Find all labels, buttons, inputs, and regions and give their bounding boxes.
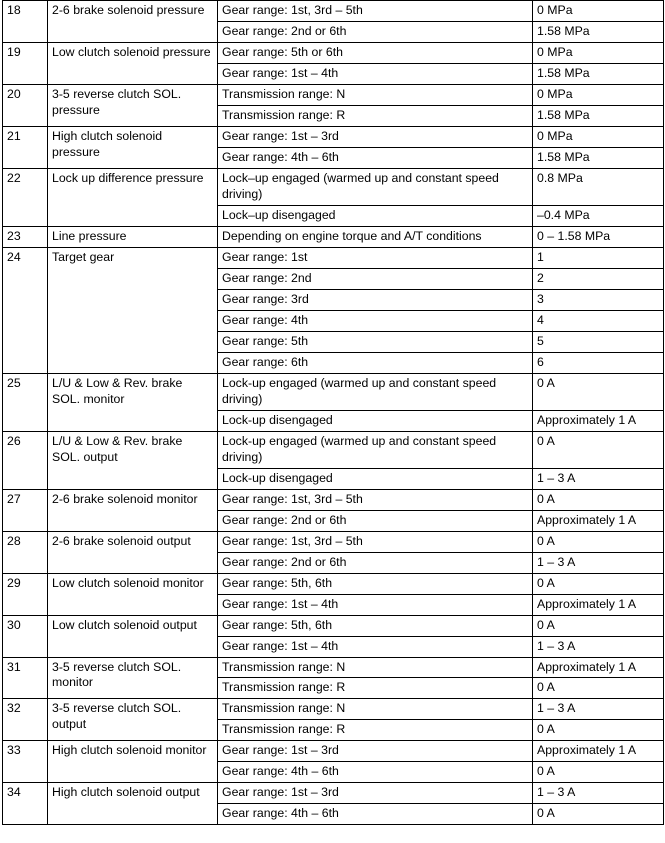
table-row xyxy=(3,699,664,720)
condition-cell: Lock-up engaged (warmed up and constant speed driving) xyxy=(218,373,533,410)
value-cell: 1 – 3 A xyxy=(533,552,664,573)
spec-table-body xyxy=(3,1,664,825)
item-name: Low clutch solenoid monitor xyxy=(48,573,218,615)
value-cell: 1 – 3 A xyxy=(533,783,664,804)
item-number: 18 xyxy=(3,1,48,43)
value-cell: 1.58 MPa xyxy=(533,147,664,168)
table-row xyxy=(3,657,664,678)
item-number: 26 xyxy=(3,431,48,489)
condition-cell: Gear range: 1st – 4th xyxy=(218,594,533,615)
item-number: 20 xyxy=(3,84,48,126)
condition-cell: Lock-up disengaged xyxy=(218,410,533,431)
condition-cell: Transmission range: R xyxy=(218,720,533,741)
value-cell: 0 MPa xyxy=(533,84,664,105)
condition-cell: Gear range: 1st – 3rd xyxy=(218,783,533,804)
item-name: 3-5 reverse clutch SOL. output xyxy=(48,699,218,741)
item-name: High clutch solenoid pressure xyxy=(48,126,218,168)
value-cell: 0 A xyxy=(533,531,664,552)
value-cell: 3 xyxy=(533,289,664,310)
condition-cell: Gear range: 5th or 6th xyxy=(218,42,533,63)
value-cell: 6 xyxy=(533,352,664,373)
item-number: 24 xyxy=(3,247,48,373)
table-row xyxy=(3,573,664,594)
condition-cell: Transmission range: N xyxy=(218,699,533,720)
table-row xyxy=(3,783,664,804)
table-row xyxy=(3,615,664,636)
item-name: High clutch solenoid output xyxy=(48,783,218,825)
value-cell: 0.8 MPa xyxy=(533,168,664,205)
table-row xyxy=(3,126,664,147)
table-row xyxy=(3,168,664,205)
condition-cell: Lock–up engaged (warmed up and constant speed driving) xyxy=(218,168,533,205)
item-number: 28 xyxy=(3,531,48,573)
value-cell: Approximately 1 A xyxy=(533,657,664,678)
value-cell: 0 A xyxy=(533,431,664,468)
value-cell: 1 xyxy=(533,247,664,268)
table-row xyxy=(3,84,664,105)
table-row xyxy=(3,1,664,22)
item-name: Low clutch solenoid output xyxy=(48,615,218,657)
condition-cell: Gear range: 2nd or 6th xyxy=(218,510,533,531)
table-row xyxy=(3,42,664,63)
value-cell: 2 xyxy=(533,268,664,289)
value-cell: Approximately 1 A xyxy=(533,510,664,531)
value-cell: 4 xyxy=(533,310,664,331)
table-row xyxy=(3,741,664,762)
value-cell: Approximately 1 A xyxy=(533,741,664,762)
value-cell: –0.4 MPa xyxy=(533,205,664,226)
item-name: High clutch solenoid monitor xyxy=(48,741,218,783)
value-cell: 1.58 MPa xyxy=(533,105,664,126)
value-cell: 0 A xyxy=(533,762,664,783)
value-cell: 0 MPa xyxy=(533,1,664,22)
condition-cell: Gear range: 2nd xyxy=(218,268,533,289)
item-name: Target gear xyxy=(48,247,218,373)
item-number: 27 xyxy=(3,489,48,531)
value-cell: 0 MPa xyxy=(533,126,664,147)
item-number: 23 xyxy=(3,226,48,247)
item-name: 3-5 reverse clutch SOL. pressure xyxy=(48,84,218,126)
condition-cell: Gear range: 2nd or 6th xyxy=(218,552,533,573)
condition-cell: Gear range: 6th xyxy=(218,352,533,373)
condition-cell: Gear range: 4th xyxy=(218,310,533,331)
value-cell: 1 – 3 A xyxy=(533,468,664,489)
condition-cell: Transmission range: R xyxy=(218,105,533,126)
item-name: 2-6 brake solenoid pressure xyxy=(48,1,218,43)
value-cell: 1.58 MPa xyxy=(533,63,664,84)
table-row xyxy=(3,489,664,510)
item-number: 30 xyxy=(3,615,48,657)
item-name: L/U & Low & Rev. brake SOL. output xyxy=(48,431,218,489)
item-name: 2-6 brake solenoid output xyxy=(48,531,218,573)
value-cell: 0 A xyxy=(533,373,664,410)
value-cell: 0 A xyxy=(533,678,664,699)
value-cell: 1 – 3 A xyxy=(533,699,664,720)
table-row xyxy=(3,247,664,268)
condition-cell: Gear range: 2nd or 6th xyxy=(218,21,533,42)
table-row xyxy=(3,373,664,410)
value-cell: 0 – 1.58 MPa xyxy=(533,226,664,247)
item-name: Low clutch solenoid pressure xyxy=(48,42,218,84)
item-number: 34 xyxy=(3,783,48,825)
item-name: L/U & Low & Rev. brake SOL. monitor xyxy=(48,373,218,431)
condition-cell: Depending on engine torque and A/T conditions xyxy=(218,226,533,247)
table-row xyxy=(3,226,664,247)
item-name: Lock up difference pressure xyxy=(48,168,218,226)
condition-cell: Gear range: 1st, 3rd – 5th xyxy=(218,489,533,510)
condition-cell: Gear range: 1st – 4th xyxy=(218,636,533,657)
value-cell: 0 MPa xyxy=(533,42,664,63)
condition-cell: Gear range: 5th, 6th xyxy=(218,573,533,594)
value-cell: 0 A xyxy=(533,573,664,594)
condition-cell: Gear range: 3rd xyxy=(218,289,533,310)
condition-cell: Gear range: 4th – 6th xyxy=(218,804,533,825)
item-name: 2-6 brake solenoid monitor xyxy=(48,489,218,531)
condition-cell: Gear range: 5th xyxy=(218,331,533,352)
value-cell: 0 A xyxy=(533,615,664,636)
item-name: 3-5 reverse clutch SOL. monitor xyxy=(48,657,218,699)
value-cell: Approximately 1 A xyxy=(533,410,664,431)
condition-cell: Gear range: 1st – 4th xyxy=(218,63,533,84)
condition-cell: Gear range: 5th, 6th xyxy=(218,615,533,636)
item-name: Line pressure xyxy=(48,226,218,247)
item-number: 25 xyxy=(3,373,48,431)
condition-cell: Gear range: 1st, 3rd – 5th xyxy=(218,1,533,22)
condition-cell: Transmission range: N xyxy=(218,657,533,678)
condition-cell: Gear range: 1st – 3rd xyxy=(218,741,533,762)
value-cell: Approximately 1 A xyxy=(533,594,664,615)
item-number: 29 xyxy=(3,573,48,615)
value-cell: 0 A xyxy=(533,489,664,510)
item-number: 33 xyxy=(3,741,48,783)
value-cell: 1 – 3 A xyxy=(533,636,664,657)
condition-cell: Transmission range: N xyxy=(218,84,533,105)
value-cell: 1.58 MPa xyxy=(533,21,664,42)
item-number: 22 xyxy=(3,168,48,226)
value-cell: 0 A xyxy=(533,720,664,741)
item-number: 31 xyxy=(3,657,48,699)
condition-cell: Gear range: 4th – 6th xyxy=(218,762,533,783)
condition-cell: Gear range: 1st, 3rd – 5th xyxy=(218,531,533,552)
item-number: 19 xyxy=(3,42,48,84)
condition-cell: Transmission range: R xyxy=(218,678,533,699)
spec-table xyxy=(2,0,664,825)
condition-cell: Gear range: 4th – 6th xyxy=(218,147,533,168)
condition-cell: Lock-up engaged (warmed up and constant speed driving) xyxy=(218,431,533,468)
value-cell: 0 A xyxy=(533,804,664,825)
table-row xyxy=(3,531,664,552)
condition-cell: Lock–up disengaged xyxy=(218,205,533,226)
condition-cell: Gear range: 1st – 3rd xyxy=(218,126,533,147)
item-number: 21 xyxy=(3,126,48,168)
condition-cell: Gear range: 1st xyxy=(218,247,533,268)
condition-cell: Lock-up disengaged xyxy=(218,468,533,489)
value-cell: 5 xyxy=(533,331,664,352)
item-number: 32 xyxy=(3,699,48,741)
table-row xyxy=(3,431,664,468)
